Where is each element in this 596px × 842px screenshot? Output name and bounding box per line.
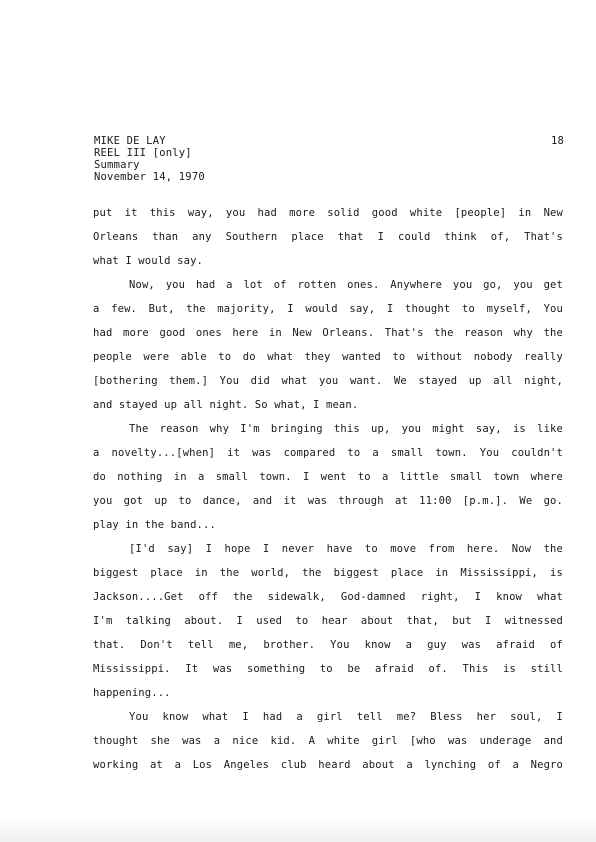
text-line: You know what I had a girl tell me? Bless her soul, I bbox=[129, 711, 563, 723]
page-number: 18 bbox=[550, 135, 564, 147]
text-line: I'm talking about. I used to hear about that, but I witnessed bbox=[93, 615, 563, 627]
text-line: that. Don't tell me, brother. You know a guy was afraid of bbox=[93, 639, 563, 651]
text-line: you got up to dance, and it was through at 11:00 [p.m.]. We go. bbox=[93, 495, 563, 507]
text-line: Jackson....Get off the sidewalk, God-damned right, I know what bbox=[93, 591, 563, 603]
text-line: what I would say. bbox=[93, 255, 204, 267]
text-line: people were able to do what they wanted to without nobody really bbox=[93, 351, 563, 363]
text-line: [I'd say] I hope I never have to move from here. Now the bbox=[129, 543, 563, 555]
header-name: MIKE DE LAY bbox=[94, 135, 166, 147]
text-line: and stayed up all night. So what, I mean. bbox=[93, 399, 359, 411]
header-date: November 14, 1970 bbox=[94, 171, 205, 183]
text-line: Mississippi. It was something to be afraid of. This is still bbox=[93, 663, 563, 675]
header-type: Summary bbox=[94, 159, 140, 171]
text-line: thought she was a nice kid. A white girl [who was underage and bbox=[93, 735, 563, 747]
header-reel: REEL III [only] bbox=[94, 147, 192, 159]
text-line: The reason why I'm bringing this up, you might say, is like bbox=[129, 423, 563, 435]
body-text bbox=[93, 207, 563, 783]
text-line: biggest place in the world, the biggest place in Mississippi, is bbox=[93, 567, 563, 579]
text-line: a few. But, the majority, I would say, I thought to myself, You bbox=[93, 303, 563, 315]
page-header bbox=[94, 135, 564, 183]
text-line: happening... bbox=[93, 687, 171, 699]
text-line: Now, you had a lot of rotten ones. Anywhere you go, you get bbox=[129, 279, 563, 291]
text-line: do nothing in a small town. I went to a little small town where bbox=[93, 471, 563, 483]
text-line: working at a Los Angeles club heard about a lynching of a Negro bbox=[93, 759, 563, 771]
page-bottom-edge bbox=[0, 814, 596, 842]
text-line: Orleans than any Southern place that I could think of, That's bbox=[93, 231, 563, 243]
text-line: a novelty...[when] it was compared to a small town. You couldn't bbox=[93, 447, 563, 459]
text-line: had more good ones here in New Orleans. That's the reason why the bbox=[93, 327, 563, 339]
text-line: [bothering them.] You did what you want. We stayed up all night, bbox=[93, 375, 563, 387]
text-line: put it this way, you had more solid good white [people] in New bbox=[93, 207, 563, 219]
text-line: play in the band... bbox=[93, 519, 216, 531]
